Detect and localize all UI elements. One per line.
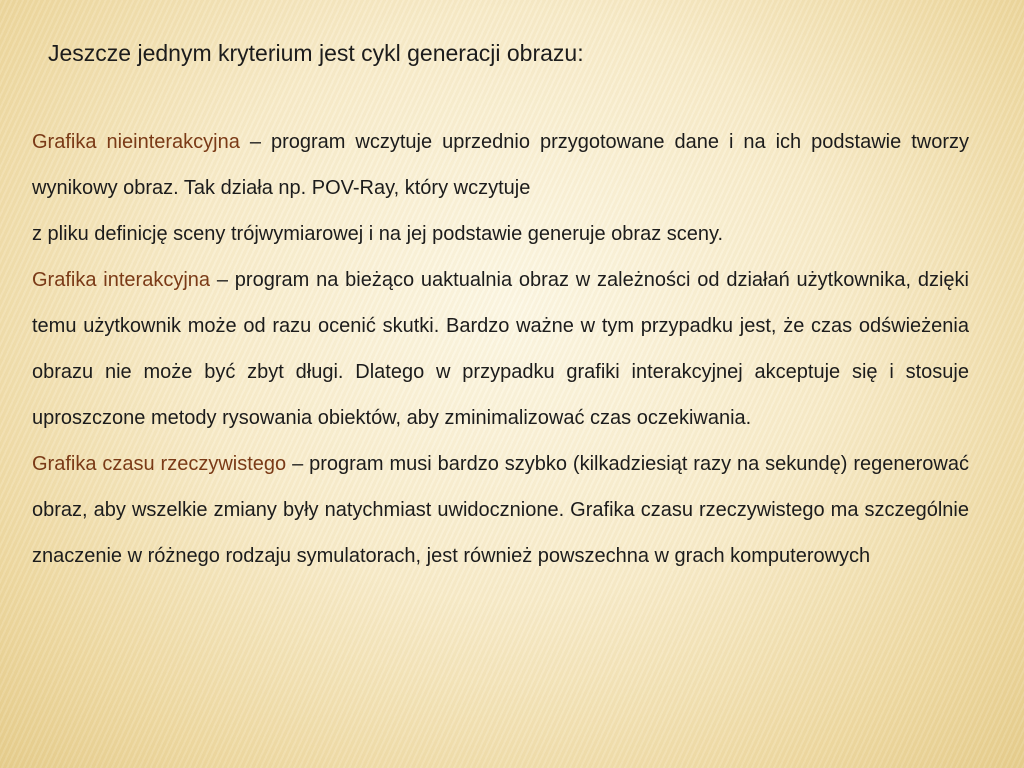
paragraph-text: z pliku definicję sceny trójwymiarowej i na jej podstawie generuje obraz sceny. [32, 223, 724, 245]
term-non-interactive-graphics: Grafika nieinterakcyjna [32, 131, 240, 153]
paragraph-text: – program na bieżąco uaktualnia obraz w zależności od działań użytkownika, dzięki temu użytkownik może od razu ocenić skutki. Bardzo ważne w tym przypadku jest, że czas odświeżenia obrazu nie może być zbyt długi. Dlatego w przypadku grafiki interakcyjnej akceptuje się i stosuje uproszczone metody rysowania obiektów, aby zminimalizować czas oczekiwania. [32, 269, 969, 429]
term-interactive-graphics: Grafika interakcyjna [32, 269, 211, 291]
paragraph-non-interactive-graphics [32, 119, 969, 257]
slide-heading: Jeszcze jednym kryterium jest cykl generacji obrazu: [48, 40, 584, 66]
term-real-time-graphics: Grafika czasu rzeczywistego [32, 453, 287, 475]
paragraph-text: – program musi bardzo szybko (kilkadziesiąt razy na sekundę) regenerować obraz, aby wszelkie zmiany były natychmiast uwidocznione. Grafika czasu rzeczywistego ma szczególnie znaczenie w różnego rodzaju symulatorach, jest również powszechna w grach komputerowych [32, 453, 970, 567]
paragraph-text: – program wczytuje uprzednio przygotowane dane i na ich podstawie tworzy wynikowy obraz. Tak działa np. POV-Ray, który wczytuje [32, 131, 969, 199]
slide-body [32, 119, 969, 579]
paragraph-interactive-graphics [32, 257, 969, 441]
paragraph-real-time-graphics [32, 441, 969, 579]
